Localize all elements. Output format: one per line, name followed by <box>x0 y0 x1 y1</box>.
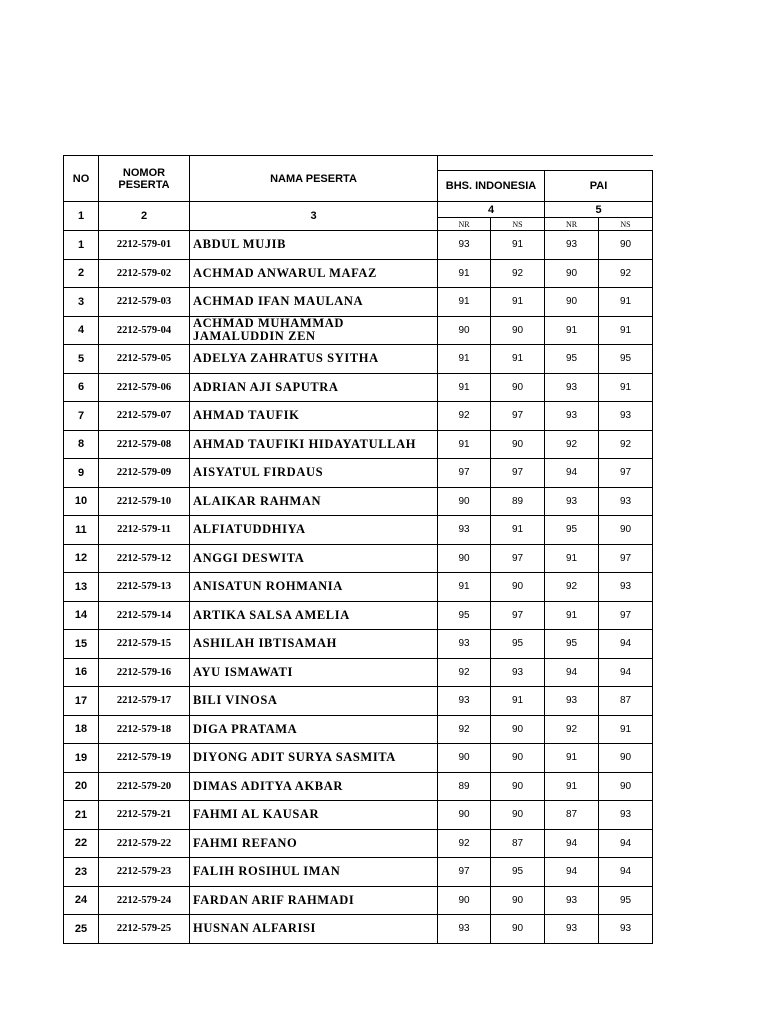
row-number: 13 <box>64 573 99 602</box>
table-body <box>64 156 653 944</box>
pai-nr: 95 <box>545 630 599 659</box>
pai-ns: 91 <box>599 316 653 345</box>
row-number: 1 <box>64 231 99 260</box>
pai-nr: 94 <box>545 459 599 488</box>
nama-peserta: AISYATUL FIRDAUS <box>190 459 438 488</box>
table-row <box>64 544 653 573</box>
pai-nr: 91 <box>545 316 599 345</box>
pai-ns: 97 <box>599 601 653 630</box>
bhs-indonesia-nr: 91 <box>438 288 491 317</box>
bhs-indonesia-nr: 90 <box>438 886 491 915</box>
bhs-indonesia-ns: 91 <box>491 231 545 260</box>
pai-ns: 90 <box>599 516 653 545</box>
pai-ns: 92 <box>599 259 653 288</box>
nomor-peserta: 2212-579-11 <box>99 516 190 545</box>
row-number: 22 <box>64 829 99 858</box>
header-bi-ns: NS <box>491 218 545 231</box>
nomor-peserta: 2212-579-24 <box>99 886 190 915</box>
row-number: 3 <box>64 288 99 317</box>
header-no: NO <box>64 156 99 202</box>
nama-peserta: FALIH ROSIHUL IMAN <box>190 858 438 887</box>
nama-peserta: DIGA PRATAMA <box>190 715 438 744</box>
bhs-indonesia-ns: 97 <box>491 402 545 431</box>
bhs-indonesia-ns: 95 <box>491 630 545 659</box>
pai-ns: 92 <box>599 430 653 459</box>
nama-peserta: AHMAD TAUFIK <box>190 402 438 431</box>
bhs-indonesia-nr: 93 <box>438 630 491 659</box>
row-number: 20 <box>64 772 99 801</box>
bhs-indonesia-ns: 97 <box>491 544 545 573</box>
row-number: 17 <box>64 687 99 716</box>
pai-nr: 93 <box>545 402 599 431</box>
bhs-indonesia-nr: 91 <box>438 573 491 602</box>
bhs-indonesia-nr: 90 <box>438 316 491 345</box>
table-row <box>64 687 653 716</box>
score-table <box>63 155 653 944</box>
header-index-5: 5 <box>545 202 653 218</box>
nomor-peserta: 2212-579-10 <box>99 487 190 516</box>
row-number: 5 <box>64 345 99 374</box>
nomor-peserta: 2212-579-05 <box>99 345 190 374</box>
pai-nr: 93 <box>545 915 599 944</box>
header-pai-ns: NS <box>599 218 653 231</box>
header-index-3: 3 <box>190 202 438 231</box>
bhs-indonesia-ns: 91 <box>491 687 545 716</box>
header-nomor-peserta: NOMOR PESERTA <box>99 156 190 202</box>
pai-nr: 91 <box>545 601 599 630</box>
pai-ns: 90 <box>599 772 653 801</box>
pai-ns: 90 <box>599 231 653 260</box>
header-blank-band <box>438 156 653 171</box>
nama-peserta: HUSNAN ALFARISI <box>190 915 438 944</box>
pai-ns: 94 <box>599 829 653 858</box>
bhs-indonesia-nr: 90 <box>438 801 491 830</box>
pai-nr: 94 <box>545 658 599 687</box>
bhs-indonesia-ns: 90 <box>491 744 545 773</box>
bhs-indonesia-nr: 93 <box>438 915 491 944</box>
table-row <box>64 288 653 317</box>
table-row <box>64 345 653 374</box>
table-row <box>64 402 653 431</box>
nomor-peserta: 2212-579-13 <box>99 573 190 602</box>
row-number: 6 <box>64 373 99 402</box>
nomor-peserta: 2212-579-17 <box>99 687 190 716</box>
bhs-indonesia-nr: 97 <box>438 858 491 887</box>
table-row <box>64 373 653 402</box>
pai-ns: 93 <box>599 402 653 431</box>
header-index-4: 4 <box>438 202 545 218</box>
nama-peserta: ADRIAN AJI SAPUTRA <box>190 373 438 402</box>
header-index-1: 1 <box>64 202 99 231</box>
row-number: 7 <box>64 402 99 431</box>
pai-nr: 92 <box>545 573 599 602</box>
table-row <box>64 744 653 773</box>
bhs-indonesia-nr: 91 <box>438 259 491 288</box>
table-row <box>64 430 653 459</box>
pai-ns: 93 <box>599 573 653 602</box>
pai-nr: 93 <box>545 886 599 915</box>
nomor-peserta: 2212-579-03 <box>99 288 190 317</box>
bhs-indonesia-ns: 97 <box>491 601 545 630</box>
pai-nr: 93 <box>545 373 599 402</box>
row-number: 11 <box>64 516 99 545</box>
bhs-indonesia-ns: 90 <box>491 886 545 915</box>
nomor-peserta: 2212-579-08 <box>99 430 190 459</box>
nama-peserta: FAHMI REFANO <box>190 829 438 858</box>
nomor-peserta: 2212-579-18 <box>99 715 190 744</box>
nomor-peserta: 2212-579-21 <box>99 801 190 830</box>
nama-peserta: ASHILAH IBTISAMAH <box>190 630 438 659</box>
header-bi-nr: NR <box>438 218 491 231</box>
pai-nr: 90 <box>545 259 599 288</box>
header-index-2: 2 <box>99 202 190 231</box>
pai-ns: 97 <box>599 459 653 488</box>
score-sheet <box>63 155 652 944</box>
bhs-indonesia-ns: 90 <box>491 772 545 801</box>
table-row <box>64 516 653 545</box>
nama-peserta: ACHMAD ANWARUL MAFAZ <box>190 259 438 288</box>
row-number: 10 <box>64 487 99 516</box>
bhs-indonesia-nr: 89 <box>438 772 491 801</box>
nomor-peserta: 2212-579-15 <box>99 630 190 659</box>
bhs-indonesia-nr: 90 <box>438 544 491 573</box>
bhs-indonesia-nr: 92 <box>438 829 491 858</box>
row-number: 16 <box>64 658 99 687</box>
nomor-peserta: 2212-579-12 <box>99 544 190 573</box>
pai-nr: 91 <box>545 744 599 773</box>
table-row <box>64 772 653 801</box>
nomor-peserta: 2212-579-20 <box>99 772 190 801</box>
row-number: 12 <box>64 544 99 573</box>
bhs-indonesia-nr: 91 <box>438 345 491 374</box>
row-number: 24 <box>64 886 99 915</box>
pai-ns: 87 <box>599 687 653 716</box>
pai-nr: 94 <box>545 858 599 887</box>
nama-peserta: ALFIATUDDHIYA <box>190 516 438 545</box>
nama-peserta: ABDUL MUJIB <box>190 231 438 260</box>
pai-nr: 91 <box>545 772 599 801</box>
pai-ns: 93 <box>599 801 653 830</box>
pai-nr: 90 <box>545 288 599 317</box>
nomor-peserta: 2212-579-01 <box>99 231 190 260</box>
pai-ns: 93 <box>599 915 653 944</box>
row-number: 18 <box>64 715 99 744</box>
pai-ns: 90 <box>599 744 653 773</box>
pai-nr: 95 <box>545 345 599 374</box>
table-row <box>64 886 653 915</box>
table-row <box>64 658 653 687</box>
nama-peserta: FARDAN ARIF RAHMADI <box>190 886 438 915</box>
pai-ns: 95 <box>599 886 653 915</box>
bhs-indonesia-nr: 91 <box>438 373 491 402</box>
bhs-indonesia-ns: 90 <box>491 316 545 345</box>
nomor-peserta: 2212-579-19 <box>99 744 190 773</box>
table-row <box>64 601 653 630</box>
nama-peserta: ANGGI DESWITA <box>190 544 438 573</box>
bhs-indonesia-nr: 93 <box>438 516 491 545</box>
bhs-indonesia-nr: 97 <box>438 459 491 488</box>
pai-nr: 93 <box>545 687 599 716</box>
row-number: 9 <box>64 459 99 488</box>
bhs-indonesia-ns: 90 <box>491 715 545 744</box>
row-number: 25 <box>64 915 99 944</box>
pai-ns: 97 <box>599 544 653 573</box>
pai-nr: 93 <box>545 487 599 516</box>
nama-peserta: DIMAS ADITYA AKBAR <box>190 772 438 801</box>
pai-nr: 91 <box>545 544 599 573</box>
nomor-peserta: 2212-579-02 <box>99 259 190 288</box>
table-row <box>64 858 653 887</box>
nama-peserta: ANISATUN ROHMANIA <box>190 573 438 602</box>
nomor-peserta: 2212-579-23 <box>99 858 190 887</box>
bhs-indonesia-nr: 93 <box>438 687 491 716</box>
pai-ns: 91 <box>599 288 653 317</box>
row-number: 15 <box>64 630 99 659</box>
pai-nr: 92 <box>545 430 599 459</box>
nomor-peserta: 2212-579-09 <box>99 459 190 488</box>
bhs-indonesia-ns: 91 <box>491 288 545 317</box>
nama-peserta: BILI VINOSA <box>190 687 438 716</box>
nama-peserta: ADELYA ZAHRATUS SYITHA <box>190 345 438 374</box>
bhs-indonesia-ns: 95 <box>491 858 545 887</box>
bhs-indonesia-ns: 92 <box>491 259 545 288</box>
row-number: 23 <box>64 858 99 887</box>
pai-ns: 94 <box>599 858 653 887</box>
bhs-indonesia-ns: 93 <box>491 658 545 687</box>
bhs-indonesia-nr: 92 <box>438 715 491 744</box>
nama-peserta: DIYONG ADIT SURYA SASMITA <box>190 744 438 773</box>
header-nama-peserta: NAMA PESERTA <box>190 156 438 202</box>
bhs-indonesia-ns: 97 <box>491 459 545 488</box>
bhs-indonesia-ns: 91 <box>491 345 545 374</box>
nomor-peserta: 2212-579-06 <box>99 373 190 402</box>
nama-peserta: ARTIKA SALSA AMELIA <box>190 601 438 630</box>
pai-ns: 94 <box>599 658 653 687</box>
bhs-indonesia-ns: 91 <box>491 516 545 545</box>
row-number: 4 <box>64 316 99 345</box>
bhs-indonesia-ns: 90 <box>491 573 545 602</box>
pai-nr: 87 <box>545 801 599 830</box>
nama-peserta: AYU ISMAWATI <box>190 658 438 687</box>
bhs-indonesia-nr: 93 <box>438 231 491 260</box>
nomor-peserta: 2212-579-22 <box>99 829 190 858</box>
bhs-indonesia-nr: 92 <box>438 402 491 431</box>
table-row <box>64 715 653 744</box>
header-pai-nr: NR <box>545 218 599 231</box>
bhs-indonesia-nr: 92 <box>438 658 491 687</box>
nama-peserta: AHMAD TAUFIKI HIDAYATULLAH <box>190 430 438 459</box>
table-row <box>64 573 653 602</box>
table-row <box>64 915 653 944</box>
bhs-indonesia-nr: 90 <box>438 744 491 773</box>
nama-peserta: ACHMAD MUHAMMAD JAMALUDDIN ZEN <box>190 316 438 345</box>
table-row <box>64 231 653 260</box>
pai-nr: 94 <box>545 829 599 858</box>
bhs-indonesia-nr: 95 <box>438 601 491 630</box>
nomor-peserta: 2212-579-25 <box>99 915 190 944</box>
pai-nr: 92 <box>545 715 599 744</box>
table-row <box>64 630 653 659</box>
header-row-index <box>64 202 653 218</box>
bhs-indonesia-nr: 91 <box>438 430 491 459</box>
bhs-indonesia-nr: 90 <box>438 487 491 516</box>
bhs-indonesia-ns: 90 <box>491 373 545 402</box>
row-number: 19 <box>64 744 99 773</box>
nomor-peserta: 2212-579-16 <box>99 658 190 687</box>
nama-peserta: ALAIKAR RAHMAN <box>190 487 438 516</box>
table-row <box>64 316 653 345</box>
header-row-top <box>64 156 653 171</box>
nama-peserta: ACHMAD IFAN MAULANA <box>190 288 438 317</box>
bhs-indonesia-ns: 90 <box>491 801 545 830</box>
pai-nr: 95 <box>545 516 599 545</box>
bhs-indonesia-ns: 90 <box>491 915 545 944</box>
row-number: 21 <box>64 801 99 830</box>
pai-nr: 93 <box>545 231 599 260</box>
table-row <box>64 459 653 488</box>
nomor-peserta: 2212-579-07 <box>99 402 190 431</box>
pai-ns: 93 <box>599 487 653 516</box>
nama-peserta: FAHMI AL KAUSAR <box>190 801 438 830</box>
bhs-indonesia-ns: 90 <box>491 430 545 459</box>
nomor-peserta: 2212-579-04 <box>99 316 190 345</box>
pai-ns: 91 <box>599 373 653 402</box>
bhs-indonesia-ns: 87 <box>491 829 545 858</box>
table-row <box>64 259 653 288</box>
table-row <box>64 487 653 516</box>
row-number: 8 <box>64 430 99 459</box>
bhs-indonesia-ns: 89 <box>491 487 545 516</box>
row-number: 14 <box>64 601 99 630</box>
header-subject-bhs-indonesia: BHS. INDONESIA <box>438 171 545 202</box>
pai-ns: 94 <box>599 630 653 659</box>
pai-ns: 91 <box>599 715 653 744</box>
nomor-peserta: 2212-579-14 <box>99 601 190 630</box>
table-row <box>64 801 653 830</box>
header-subject-pai: PAI <box>545 171 653 202</box>
pai-ns: 95 <box>599 345 653 374</box>
row-number: 2 <box>64 259 99 288</box>
table-row <box>64 829 653 858</box>
